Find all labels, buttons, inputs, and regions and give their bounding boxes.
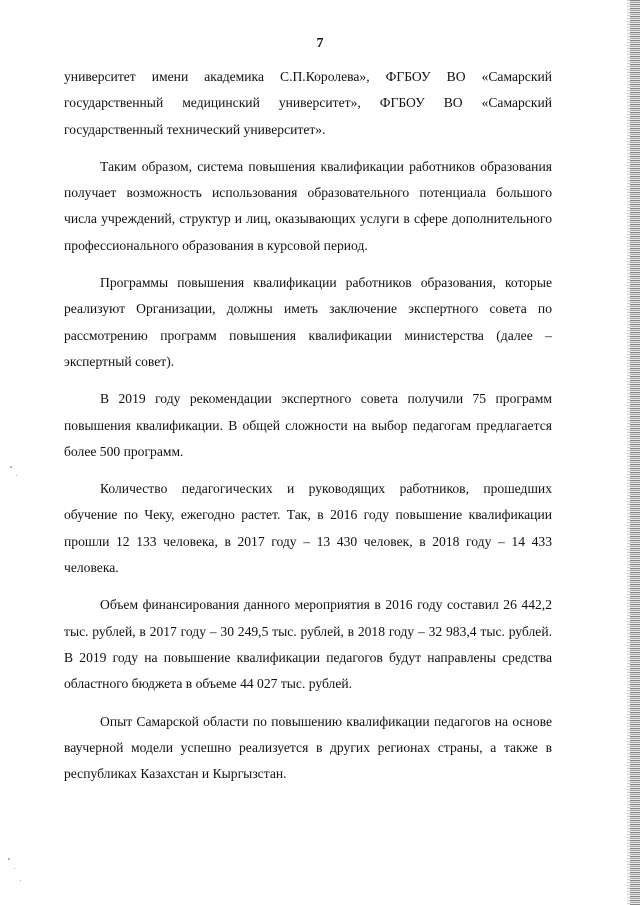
text-line: Объем финансирования данного мероприятия в 2016 году составил: [100, 597, 499, 613]
scan-speck: [20, 880, 21, 881]
text-line: государственный технический университет».: [64, 121, 326, 137]
text-line: квалификации прошли 12 133 человека, в 2017 году – 13 430 человек,: [64, 507, 552, 549]
paragraph: [64, 709, 552, 788]
text-line: государственный медицинский университет», ФГБОУ ВО «Самарский: [64, 95, 552, 111]
text-line: Опыт Самарской области по повышению квалификации педагогов на: [100, 713, 509, 729]
text-line: университет имени академика С.П.Королева», ФГБОУ ВО «Самарский: [64, 69, 552, 84]
text-line: министерства (далее – экспертный совет).: [64, 327, 552, 369]
scan-edge: [630, 0, 640, 905]
text-line: 32 983,4 тыс. рублей. В 2019 году на повышение квалификации педагогов: [64, 623, 552, 665]
text-line: В 2019 году рекомендации экспертного совета получили: [100, 391, 464, 407]
text-line: 44 027 тыс. рублей.: [240, 676, 353, 692]
text-line: педагогам предлагается более 500 программ.: [64, 417, 552, 459]
scan-speck: [14, 868, 15, 869]
text-line: образования получает возможность использования образовательного: [64, 158, 552, 201]
text-line: Программы повышения квалификации работников образования,: [100, 275, 496, 291]
scan-speck: [8, 858, 10, 860]
text-line: которые реализуют Организации, должны иметь заключение экспертного: [64, 275, 552, 317]
text-line: услуги в сфере дополнительного профессионального образования в: [64, 211, 552, 253]
text-line: потенциала большого числа учреждений, структур и лиц, оказывающих: [64, 185, 552, 227]
text-line: а также в республиках Казахстан и Кыргызстан.: [64, 739, 552, 782]
text-line: совета по рассмотрению программ повышения квалификации: [64, 301, 552, 343]
scan-speck: [16, 475, 17, 476]
text-line: Количество педагогических и руководящих работников, прошедших: [100, 481, 552, 497]
text-line: обучение по Чеку, ежегодно растет. Так, в 2016 году повышение: [64, 507, 463, 523]
paragraph: [64, 64, 552, 143]
text-line: 26 442,2 тыс. рублей, в 2017 году – 30 249,5 тыс. рублей, в 2018 году –: [64, 597, 552, 639]
text-line: курсовой период.: [267, 237, 368, 253]
text-line: в 2018 году – 14 433 человека.: [64, 533, 552, 576]
text-line: будут направлены средства областного бюджета в объеме: [64, 649, 552, 692]
scan-speck: [10, 466, 12, 468]
text-line: Таким образом, система повышения квалификации работников: [100, 158, 476, 174]
paragraph: [64, 154, 552, 259]
document-body: [64, 64, 552, 798]
paragraph: [64, 270, 552, 375]
page-number: 7: [316, 36, 324, 51]
text-line: основе ваучерной модели успешно реализуется в других регионах страны,: [64, 713, 552, 755]
text-line: 75 программ повышения квалификации. В общей сложности на выбор: [64, 391, 552, 433]
paragraph: [64, 476, 552, 581]
paragraph: [64, 592, 552, 697]
paragraph: [64, 386, 552, 465]
